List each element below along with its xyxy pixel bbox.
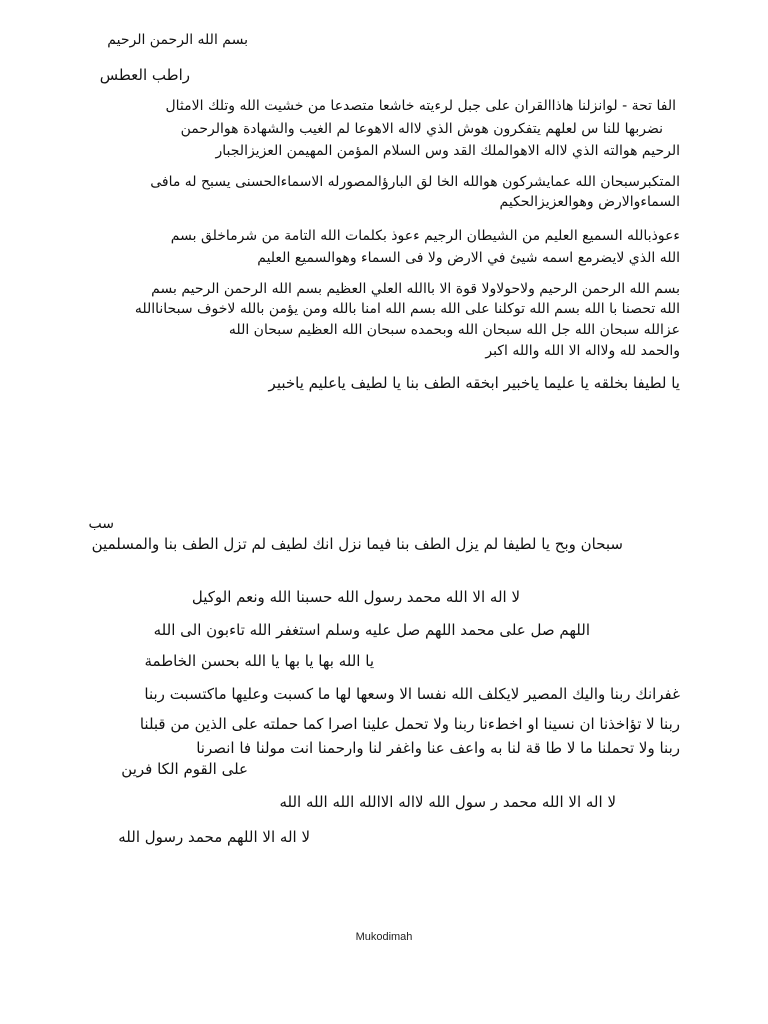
document-subtitle: راطب العطس bbox=[99, 66, 190, 84]
text-line: الله تحصنا با الله بسم الله توكلنا على الله بسم الله امنا بالله ومن يؤمن بالله لاخوف سبحاناالله bbox=[134, 301, 680, 317]
text-line: والحمد لله ولااله الا الله والله اكبر bbox=[485, 343, 680, 359]
text-line: لا اله الا الله محمد ر سول الله لااله الاالله الله الله الله bbox=[279, 793, 616, 811]
text-line: المتكبرسبحان الله عمايشركون هوالله الخا لق البارؤالمصورله الاسماءالحسنى يسبح له مافى bbox=[150, 174, 680, 190]
text-line: ربنا لا تؤاخذنا ان نسينا او اخطءنا ربنا ولا تحمل علينا اصرا كما حملته على الذين من قبلنا bbox=[139, 715, 680, 733]
text-line: السماءوالارض وهوالعزيزالحكيم bbox=[499, 194, 680, 210]
text-line: الله الذي لايضرمع اسمه شيئ في الارض ولا فى السماء وهوالسميع العليم bbox=[257, 250, 680, 266]
text-line: على القوم الكا فرين bbox=[121, 760, 248, 778]
text-line: سب bbox=[88, 516, 114, 532]
text-line: لا اله الا الله محمد رسول الله حسبنا الله ونعم الوكيل bbox=[191, 588, 520, 606]
document-title: بسم الله الرحمن الرحيم bbox=[107, 32, 248, 48]
text-line: ءعوذبالله السميع العليم من الشيطان الرجيم ءعوذ بكلمات الله التامة من شرماخلق بسم bbox=[170, 228, 680, 244]
text-line: يا الله بها يا بها يا الله بحسن الخاطمة bbox=[144, 652, 374, 670]
text-line: اللهم صل على محمد اللهم صل عليه وسلم استغفر الله تاءبون الى الله bbox=[153, 621, 590, 639]
text-line: غفرانك ربنا واليك المصير لايكلف الله نفسا الا وسعها لها ما كسبت وعليها ماكتسبت ربنا bbox=[144, 685, 680, 703]
text-line: بسم الله الرحمن الرحيم ولاحولاولا قوة الا باالله العلي العظيم بسم الله الرحمن الرحيم بسم bbox=[151, 281, 680, 297]
text-line: الرحيم هوالته الذي لااله الاهوالملك القد وس السلام المؤمن المهيمن العزيزالجبار bbox=[215, 143, 680, 159]
text-line: ربنا ولا تحملنا ما لا طا قة لنا به واعف عنا واغفر لنا وارحمنا انت مولنا فا انصرنا bbox=[196, 739, 680, 757]
text-line: نضربها للنا س لعلهم يتفكرون هوش الذي لااله الاهوعا لم الغيب والشهادة هوالرحمن bbox=[180, 121, 663, 137]
text-line: يا لطيفا بخلقه يا عليما ياخبير ابخقه الطف بنا يا لطيف ياعليم ياخبير bbox=[268, 374, 680, 392]
text-line: عزالله سبحان الله جل الله سبحان الله وبحمده سبحان الله العظيم سبحان الله bbox=[228, 322, 680, 338]
page-footer: Mukodimah bbox=[355, 931, 413, 943]
text-line: الفا تحة - لوانزلنا هاذاالقران على جبل لرءيته خاشعا متصدعا من خشيت الله وتلك الامثال bbox=[165, 98, 676, 114]
text-line: سبحان وبح يا لطيفا لم يزل الطف بنا فيما نزل انك لطيف لم تزل الطف بنا والمسلمين bbox=[91, 535, 623, 553]
text-line: لا اله الا اللهم محمد رسول الله bbox=[118, 828, 310, 846]
